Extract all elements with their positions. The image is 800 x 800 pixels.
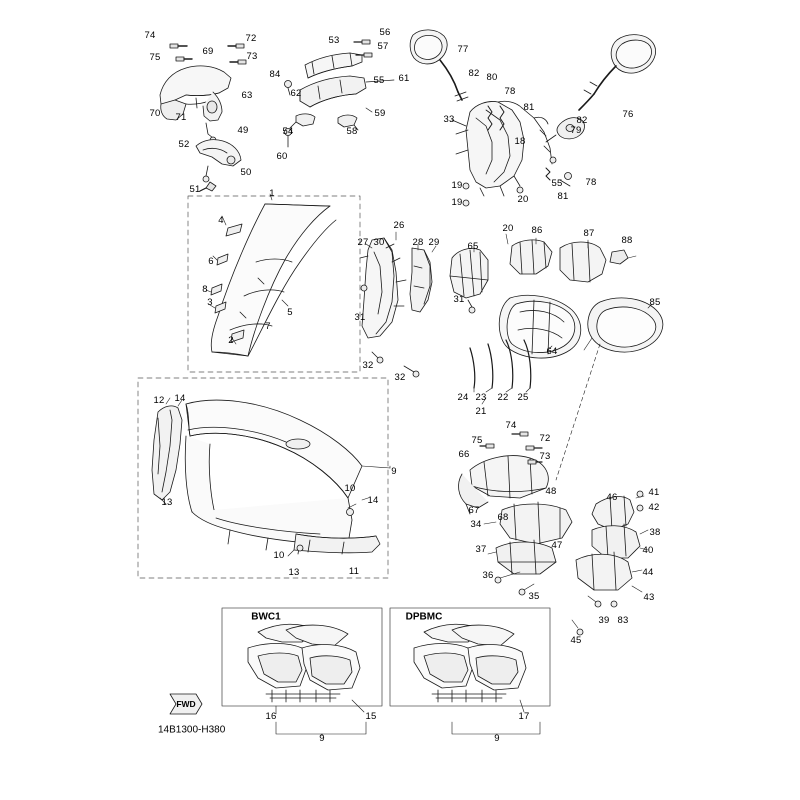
callout-number: 39: [598, 615, 610, 626]
callout-number: 23: [475, 392, 487, 403]
callout-number: 75: [149, 52, 161, 63]
variant-box-label: DPBMC: [405, 611, 443, 623]
callout-number: 41: [648, 487, 660, 498]
callout-number: 56: [379, 27, 391, 38]
variant-boxes: [170, 608, 550, 736]
callout-number: 30: [373, 237, 385, 248]
callout-number: 64: [546, 346, 558, 357]
callout-number: 36: [482, 570, 494, 581]
callout-number: 47: [551, 540, 563, 551]
callout-number: 8: [202, 284, 208, 295]
callout-number: 82: [576, 115, 588, 126]
callout-number: 45: [570, 635, 582, 646]
callout-number: 43: [643, 592, 655, 603]
callout-number: 33: [443, 114, 455, 125]
callout-number: 78: [585, 177, 597, 188]
callout-number: 71: [175, 112, 187, 123]
callout-number: 76: [622, 109, 634, 120]
callout-number: 73: [539, 451, 551, 462]
callout-number: 77: [457, 44, 469, 55]
callout-number: 63: [241, 90, 253, 101]
callout-number: 78: [504, 86, 516, 97]
upper-bracket-assembly: [160, 44, 246, 191]
callout-number: 25: [517, 392, 529, 403]
variant-box-label: BWC1: [251, 611, 281, 623]
callout-number: 49: [237, 125, 249, 136]
callout-number: 7: [265, 321, 271, 332]
callout-number: 50: [240, 167, 252, 178]
callout-number: 13: [161, 497, 173, 508]
callout-number: 22: [497, 392, 509, 403]
callout-number: 19: [451, 197, 463, 208]
callout-number: 57: [377, 41, 389, 52]
callout-number: 83: [617, 615, 629, 626]
callout-number: 72: [539, 433, 551, 444]
callout-number: 72: [245, 33, 257, 44]
callout-number: 1: [269, 188, 275, 199]
callout-number: 17: [518, 711, 530, 722]
callout-number: 85: [649, 297, 661, 308]
callout-number: 4: [218, 215, 224, 226]
callout-number: 65: [467, 241, 479, 252]
callout-number: 55: [551, 178, 563, 189]
windscreen-assembly: [188, 194, 360, 372]
fwd-direction-label: FWD: [176, 699, 196, 709]
callout-number: 15: [365, 711, 377, 722]
callout-number: 9: [494, 733, 500, 744]
callout-number: 32: [362, 360, 374, 371]
callout-number: 13: [288, 567, 300, 578]
callout-number: 62: [290, 88, 302, 99]
callout-number: 80: [486, 72, 498, 83]
callout-number: 86: [531, 225, 543, 236]
callout-number: 79: [570, 125, 582, 136]
callout-number: 2: [228, 335, 234, 346]
callout-number: 6: [208, 256, 214, 267]
callout-number: 28: [412, 237, 424, 248]
callout-number: 9: [319, 733, 325, 744]
callout-number: 74: [144, 30, 156, 41]
callout-number: 26: [393, 220, 405, 231]
callout-number: 19: [451, 180, 463, 191]
callout-number: 5: [287, 307, 293, 318]
callout-number: 42: [648, 502, 660, 513]
callout-number: 10: [273, 550, 285, 561]
callout-number: 66: [458, 449, 470, 460]
callout-number: 32: [394, 372, 406, 383]
callout-number: 54: [282, 126, 294, 137]
callout-number: 60: [276, 151, 288, 162]
callout-number: 34: [470, 519, 482, 530]
callout-number: 70: [149, 108, 161, 119]
callout-number: 10: [344, 483, 356, 494]
callout-number: 73: [246, 51, 258, 62]
callout-number: 81: [523, 102, 535, 113]
callout-number: 67: [468, 505, 480, 516]
callout-number: 87: [583, 228, 595, 239]
callout-number: 55: [373, 75, 385, 86]
callout-number: 31: [453, 294, 465, 305]
callout-number: 69: [202, 46, 214, 57]
callout-number: 84: [269, 69, 281, 80]
callout-number: 29: [428, 237, 440, 248]
callout-number: 74: [505, 420, 517, 431]
callout-number: 52: [178, 139, 190, 150]
callout-number: 20: [517, 194, 529, 205]
callout-number: 37: [475, 544, 487, 555]
callout-number: 18: [514, 136, 526, 147]
headlight-assembly: [450, 234, 663, 404]
callout-number: 24: [457, 392, 469, 403]
part-code-label: 14B1300-H380: [158, 724, 226, 736]
callout-number: 16: [265, 711, 277, 722]
callout-number: 51: [189, 184, 201, 195]
callout-number: 14: [367, 495, 379, 506]
callout-number: 35: [528, 591, 540, 602]
callout-number: 81: [557, 191, 569, 202]
inner-stay-assembly: [357, 232, 436, 377]
callout-number: 68: [497, 512, 509, 523]
callout-number: 20: [502, 223, 514, 234]
callout-number: 40: [642, 545, 654, 556]
callout-number: 58: [346, 126, 358, 137]
callout-number: 82: [468, 68, 480, 79]
callout-number: 27: [357, 237, 369, 248]
callout-number: 88: [621, 235, 633, 246]
callout-number: 3: [207, 297, 213, 308]
callout-number: 53: [328, 35, 340, 46]
callout-number: 59: [374, 108, 386, 119]
callout-number: 14: [174, 393, 186, 404]
callout-number: 9: [391, 466, 397, 477]
main-cowling-assembly: [138, 378, 390, 578]
callout-number: 21: [475, 406, 487, 417]
callout-number: 44: [642, 567, 654, 578]
callout-number: 75: [471, 435, 483, 446]
callout-number: 38: [649, 527, 661, 538]
callout-number: 48: [545, 486, 557, 497]
callout-number: 46: [606, 492, 618, 503]
callout-number: 61: [398, 73, 410, 84]
callout-number: 11: [348, 566, 360, 577]
callout-number: 12: [153, 395, 165, 406]
callout-number: 31: [354, 312, 366, 323]
